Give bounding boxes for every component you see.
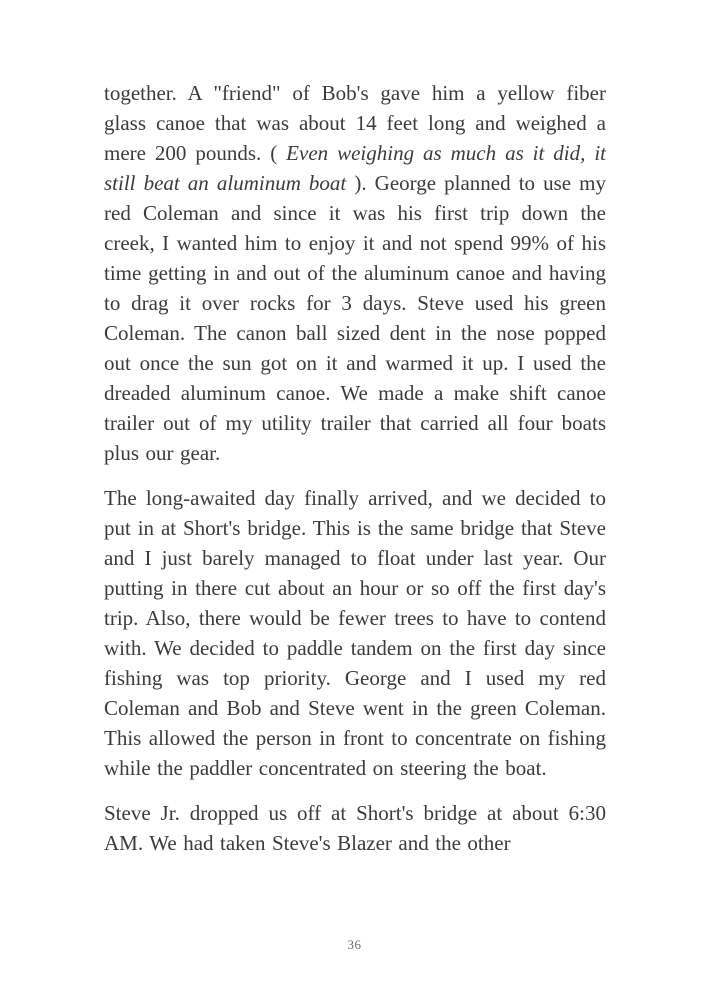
paragraph-1-text-start: together. A "friend" of Bob's gave him a yellow fiber glass canoe that was about 14 feet long and weighed a mere 200 pounds. (	[104, 81, 606, 165]
paragraph-3: Steve Jr. dropped us off at Short's bridge at about 6:30 AM. We had taken Steve's Blazer and the other	[104, 801, 606, 855]
page-number: 36	[347, 937, 362, 952]
paragraph-1-text-end: ). George planned to use my red Coleman and since it was his first trip down the creek, I wanted him to enjoy it and not spend 99% of his time getting in and out of the aluminum canoe and having to drag it over rocks for 3 days. Steve used his green Coleman. The canon ball sized dent in the nose popped out once the sun got on it and warmed it up. I used the dreaded aluminum canoe. We made a make shift canoe trailer out of my utility trailer that carried all four boats plus our gear.	[104, 171, 606, 465]
page-body	[104, 78, 606, 873]
paragraph-2: The long-awaited day finally arrived, and we decided to put in at Short's bridge. This is the same bridge that Steve and I just barely managed to float under last year. Our putting in there cut about an hour or so off the first day's trip. Also, there would be fewer trees to have to contend with. We decided to paddle tandem on the first day since fishing was top priority. George and I used my red Coleman and Bob and Steve went in the green Coleman. This allowed the person in front to concentrate on fishing while the paddler concentrated on steering the boat.	[104, 486, 606, 780]
paragraph-1	[104, 78, 606, 468]
paragraph-1-italic-text: Even weighing as much as it did, it still beat an aluminum boat	[104, 141, 606, 195]
